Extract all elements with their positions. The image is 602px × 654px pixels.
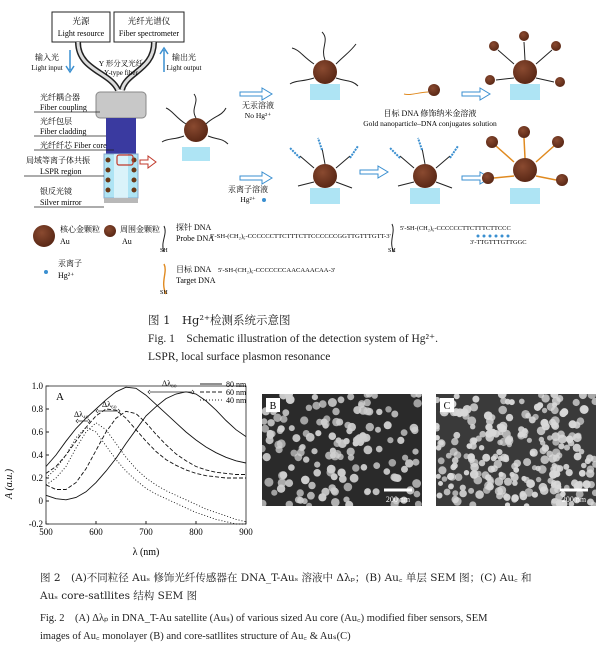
coupling-en: Fiber coupling	[40, 103, 87, 112]
sem-particle	[577, 417, 585, 425]
sem-particle	[583, 480, 591, 488]
sem-particle	[554, 487, 561, 494]
sem-particle	[294, 453, 302, 461]
sem-particle	[554, 471, 561, 478]
sem-particle	[498, 406, 507, 415]
sem-particle	[541, 455, 550, 464]
spectrometer-en: Fiber spectrometer	[118, 29, 180, 38]
sem-particle	[489, 414, 495, 420]
y-fiber-en: Y-type fiber	[104, 69, 138, 77]
sat-np-cn: 周围金颗粒	[120, 225, 160, 234]
sem-particle	[347, 448, 355, 456]
conjugate-np	[404, 84, 440, 96]
sem-particle	[312, 394, 318, 400]
sem-particle	[373, 488, 380, 495]
sem-particle	[506, 414, 513, 421]
sem-particle	[444, 489, 451, 496]
delta-80: Δλ₈₀	[162, 379, 177, 388]
sem-particle	[475, 490, 484, 499]
sem-particle	[332, 418, 340, 426]
sem-particle	[525, 413, 531, 419]
sem-particle	[359, 434, 368, 443]
sh-target: SH	[160, 290, 168, 296]
sem-particle	[456, 408, 464, 416]
output-light-en: Light output	[166, 64, 202, 72]
sem-particle	[339, 475, 347, 483]
sem-particle	[587, 499, 594, 506]
sem-particle	[280, 471, 288, 479]
sem-particle	[504, 478, 512, 486]
panel-c-label: C	[443, 401, 451, 412]
sem-particle	[301, 476, 310, 485]
hg-ion-legend	[44, 270, 48, 274]
sem-particle	[376, 409, 382, 415]
sem-particle	[446, 453, 452, 459]
sh-probe: SH	[160, 248, 168, 254]
sem-particle	[299, 445, 305, 451]
sem-particle	[292, 434, 300, 442]
core-label: 光纤纤芯 Fiber core	[40, 141, 107, 150]
np-with-hg-2	[390, 138, 458, 204]
sem-particle	[314, 462, 320, 468]
sem-particle	[574, 453, 582, 461]
light-source-en: Light resource	[57, 29, 105, 38]
sem-particle	[282, 409, 289, 416]
sem-particle	[451, 438, 458, 445]
legend-40: 40 nm	[226, 396, 247, 405]
sem-particle	[470, 470, 479, 479]
sem-particle	[289, 425, 295, 431]
sem-particle	[575, 433, 581, 439]
silver-mirror	[104, 198, 138, 203]
sem-particle	[503, 494, 510, 501]
sem-particle	[352, 464, 359, 471]
sem-particle	[518, 432, 524, 438]
fiber-cladding	[106, 118, 136, 154]
probe-np-top	[162, 94, 228, 161]
sem-particle	[392, 474, 400, 482]
sem-particle	[306, 433, 315, 442]
y-tick-label: -0.2	[28, 519, 43, 529]
sem-particle	[455, 473, 463, 481]
sem-particle	[542, 422, 550, 430]
sem-particle	[312, 402, 320, 410]
plot-frame	[46, 386, 246, 524]
x-tick-label: 500	[39, 527, 53, 537]
sem-particle	[313, 469, 321, 477]
sem-particle	[438, 466, 446, 474]
legend-60: 60 nm	[226, 388, 247, 397]
zoom-arrow	[140, 156, 156, 168]
light-source-cn: 光源	[72, 16, 90, 26]
sem-particle	[401, 429, 408, 436]
y-fiber-cn: Y 形分叉光纤	[98, 59, 144, 68]
ion-cn: 汞离子	[58, 259, 82, 268]
fig1-caption-cn: 图 1 Hg²⁺检测系统示意图	[148, 313, 291, 327]
sem-particle	[264, 478, 273, 487]
sem-particle	[542, 408, 547, 413]
sem-particle	[442, 476, 448, 482]
delta-60: Δλ₆₀	[102, 400, 117, 409]
delta-40: Δλ₄₀	[74, 410, 89, 419]
sem-particle	[536, 477, 541, 482]
sem-particle	[410, 424, 419, 433]
hybrid-top: 5'-SH-(CH₂)₆-CCCCCCTTCTTTCTTCCC	[400, 225, 511, 232]
sem-particle	[391, 411, 398, 418]
sem-particle	[308, 482, 315, 489]
input-light-en: Light input	[31, 64, 63, 72]
sem-particle	[452, 496, 459, 503]
np-no-hg-1	[290, 32, 358, 100]
sem-particle	[546, 451, 552, 457]
sem-particle	[438, 457, 445, 464]
core-np-sub: Au	[60, 237, 70, 246]
no-hg-cn: 无汞溶液	[242, 101, 274, 110]
sem-particle	[499, 473, 506, 480]
arrow-with-hg	[240, 172, 272, 184]
cladding-cn: 光纤包层	[40, 117, 72, 126]
lspr-cn: 局域等离子体共振	[26, 156, 90, 165]
sem-particle	[459, 490, 467, 498]
sem-particle	[303, 456, 309, 462]
ion-en: Hg²⁺	[58, 271, 75, 280]
y-axis-label: A (a.u.)	[4, 468, 15, 500]
conj-cn: 目标 DNA 修饰纳米金溶液	[383, 109, 477, 118]
absorbance-chart	[0, 372, 260, 562]
sem-particle	[437, 493, 443, 499]
sem-particle	[348, 423, 356, 431]
sem-particle	[540, 447, 547, 454]
x-tick-label: 900	[239, 527, 253, 537]
arrow-no-hg	[240, 88, 272, 100]
sem-particle	[468, 488, 474, 494]
sem-particle	[577, 481, 583, 487]
sem-particle	[483, 486, 491, 494]
x-tick-label: 700	[139, 527, 153, 537]
mirror-cn: 银反光镜	[40, 187, 72, 196]
sem-particle	[376, 446, 383, 453]
sem-particle	[334, 440, 341, 447]
y-tick-label: 0	[38, 496, 43, 506]
sem-particle	[273, 414, 281, 422]
core-np-cn: 核心金颗粒	[60, 225, 100, 234]
sem-particle	[580, 405, 589, 414]
y-tick-label: 0.2	[31, 473, 43, 483]
sem-particle	[541, 394, 549, 402]
sem-particle	[558, 435, 567, 444]
sem-particle	[307, 492, 315, 500]
sem-particle	[328, 398, 337, 407]
sem-particle	[479, 445, 484, 450]
sat-np-sub: Au	[122, 237, 132, 246]
with-hg-en: Hg²⁺	[240, 195, 256, 204]
sem-particle	[523, 458, 531, 466]
sem-particle	[436, 445, 441, 451]
sem-particle	[343, 497, 349, 503]
sem-particle	[297, 489, 304, 496]
sem-particle	[532, 492, 538, 498]
sem-particle	[586, 454, 593, 461]
series-line-60-nm-2	[46, 409, 246, 478]
series-line-40-nm-5	[46, 423, 246, 522]
fig2-caption-cn1: 图 2 (A)不同粒径 Auₛ 修饰光纤传感器在 DNA_T-Auₛ 溶液中 Δλₚ；(B) Au꜀ 单层 SEM 图；(C) Au꜀ 和	[40, 572, 532, 584]
sem-particle	[534, 404, 541, 411]
target-seq: 5'-SH-(CH₂)₆-CCCCCCCAACAAACAA-3'	[218, 267, 336, 274]
figure1-schematic	[0, 0, 602, 300]
fiber-coupling	[96, 92, 146, 118]
sh-hybrid: SH	[388, 248, 396, 254]
sem-particle	[447, 473, 454, 480]
sem-particle	[285, 479, 293, 487]
sem-particle	[566, 469, 573, 476]
sem-particle	[361, 464, 368, 471]
panel-a-label: A	[56, 391, 64, 403]
sem-particle	[547, 403, 555, 411]
sem-particle	[518, 426, 524, 432]
sem-particle	[476, 436, 482, 442]
sem-particle	[479, 460, 485, 466]
sem-particle	[563, 464, 569, 470]
legend-80: 80 nm	[226, 380, 247, 389]
sem-particle	[470, 424, 475, 429]
panel-b-label: B	[269, 401, 277, 412]
sem-particle	[482, 471, 490, 479]
input-light-cn: 输入光	[35, 53, 59, 62]
sem-particle	[581, 463, 587, 469]
output-light-cn: 输出光	[172, 53, 196, 62]
sem-particle	[586, 469, 594, 477]
sem-particle	[454, 451, 462, 459]
sem-particle	[267, 419, 274, 426]
sem-particle	[333, 450, 341, 458]
sem-particle	[350, 474, 359, 483]
sem-particle	[453, 432, 460, 439]
series-line-80-nm-0	[46, 387, 246, 466]
hybrid-bot: 3'-TTGTTTGTTGGC	[470, 239, 527, 246]
sem-particle	[300, 416, 308, 424]
sem-particle	[412, 459, 419, 466]
sem-particle	[387, 437, 393, 443]
sem-particle	[315, 430, 321, 436]
sem-particle	[327, 468, 335, 476]
sem-particle	[271, 490, 277, 496]
fig2-caption-en2: images of Au꜀ monolayer (B) and core-satllites structure of Au꜀ & Auₛ(C)	[40, 631, 351, 642]
y-tick-label: 0.8	[31, 404, 43, 414]
np-no-hg-2	[485, 31, 565, 100]
y-tick-label: 0.4	[31, 450, 43, 460]
sem-particle	[526, 479, 535, 488]
sem-panel-c	[436, 394, 596, 506]
sem-particle	[397, 437, 404, 444]
sem-particle	[548, 478, 554, 484]
fig2-caption-en1: Fig. 2 (A) Δλₚ in DNA_T-Au satellite (Auₛ) of various sized Au core (Au꜀) modified fiber sensors, SEM	[40, 613, 488, 624]
sem-particle	[468, 456, 475, 463]
sem-particle	[540, 486, 549, 495]
sem-particle	[450, 464, 456, 470]
sem-particle	[569, 420, 577, 428]
sem-particle	[412, 449, 418, 455]
x-tick-label: 800	[189, 527, 203, 537]
fiber-core	[114, 154, 128, 198]
x-axis-label: λ (nm)	[132, 547, 160, 558]
sem-particle	[527, 438, 532, 443]
sem-particle	[510, 472, 515, 477]
target-en: Target DNA	[176, 276, 216, 285]
sem-particle	[364, 489, 371, 496]
sem-particle	[274, 441, 282, 449]
sem-particle	[579, 470, 586, 477]
sem-particle	[439, 440, 444, 445]
sem-particle	[558, 443, 564, 449]
sem-particle	[551, 422, 558, 429]
sem-particle	[389, 459, 397, 467]
no-hg-en: No Hg²⁺	[244, 111, 272, 120]
sem-particle	[500, 397, 507, 404]
np-with-hg-1	[290, 138, 358, 204]
sem-particle	[288, 464, 295, 471]
sem-particle	[306, 405, 312, 411]
sem-particle	[384, 421, 392, 429]
coupling-cn: 光纤耦合器	[40, 93, 80, 102]
light-input-arrow	[66, 50, 74, 72]
fig1-caption-en2: LSPR, local surface plasmon resonance	[148, 351, 331, 363]
sem-particle	[494, 460, 502, 468]
sem-particle	[535, 466, 540, 471]
probe-seq: 5'-SH-(CH₂)₆-CCCCCCTTCTTTCTTCCCCCCGGTTGTTTGTT-3'	[210, 233, 391, 240]
sem-particle	[401, 466, 408, 473]
sem-particle	[573, 399, 580, 406]
sem-particle	[530, 451, 535, 456]
cladding-en: Fiber cladding	[40, 127, 87, 136]
sem-particle	[448, 484, 454, 490]
mirror-en: Silver mirror	[40, 198, 82, 207]
sem-particle	[385, 406, 391, 412]
sem-particle	[491, 456, 497, 462]
spectrometer-cn: 光纤光谱仪	[127, 16, 171, 26]
sem-particle	[460, 485, 466, 491]
y-tick-label: 0.6	[31, 427, 43, 437]
sem-particle	[364, 446, 373, 455]
sem-particle	[344, 483, 353, 492]
x-tick-label: 600	[89, 527, 103, 537]
sem-particle	[384, 468, 391, 475]
fig1-caption-en1: Fig. 1 Schematic illustration of the detection system of Hg²⁺.	[148, 333, 438, 345]
sem-particle	[500, 438, 508, 446]
core-np-legend	[33, 225, 55, 247]
sat-np-legend	[104, 225, 116, 237]
sem-particle	[438, 481, 443, 486]
y-tick-label: 1.0	[31, 381, 43, 391]
sem-particle	[329, 432, 337, 440]
probe-cn: 探针 DNA	[176, 223, 212, 232]
sem-particle	[519, 492, 524, 497]
sem-particle	[412, 479, 421, 488]
sem-particle	[263, 453, 271, 461]
sem-particle	[511, 463, 518, 470]
plot-area	[29, 381, 254, 537]
sem-particle	[500, 454, 508, 462]
sem-particle	[330, 487, 337, 494]
sem-particle	[278, 425, 285, 432]
sem-particle	[375, 427, 381, 433]
sem-particle	[332, 408, 339, 415]
sem-particle	[373, 462, 380, 469]
series-line-80-nm-1	[46, 392, 246, 500]
probe-en: Probe DNA	[176, 234, 214, 243]
sem-particle	[338, 396, 345, 403]
with-hg-cn: 汞离子溶液	[228, 185, 268, 194]
sem-particle	[553, 455, 560, 462]
sem-particle	[500, 426, 507, 433]
fig2-caption-cn2: Auₛ core-satllites 结构 SEM 图	[40, 590, 198, 602]
conj-en: Gold nanoparticle–DNA conjugates solution	[363, 119, 497, 128]
series-line-60-nm-3	[46, 411, 246, 489]
sem-particle	[295, 496, 302, 503]
sem-particle	[559, 410, 566, 417]
sem-particle	[519, 399, 525, 405]
sem-particle	[321, 488, 329, 496]
scale-c: 200 nm	[561, 495, 587, 504]
sem-particle	[511, 494, 519, 502]
sem-particle	[359, 406, 368, 415]
sem-particle	[413, 399, 421, 407]
sem-particle	[414, 491, 421, 498]
scale-b: 200 nm	[385, 495, 411, 504]
sem-panel-b	[262, 394, 422, 506]
sem-particle	[366, 423, 374, 431]
np-with-hg-3	[482, 126, 568, 204]
sem-particle	[472, 396, 479, 403]
sem-particle	[564, 445, 570, 451]
sem-particle	[311, 448, 317, 454]
sem-particle	[322, 420, 330, 428]
sem-particle	[509, 399, 515, 405]
sem-particle	[277, 485, 285, 493]
sem-particle	[464, 470, 469, 475]
sem-particle	[495, 487, 503, 495]
target-cn: 目标 DNA	[176, 265, 212, 274]
lspr-en: LSPR region	[40, 167, 82, 176]
sem-particle	[452, 490, 458, 496]
